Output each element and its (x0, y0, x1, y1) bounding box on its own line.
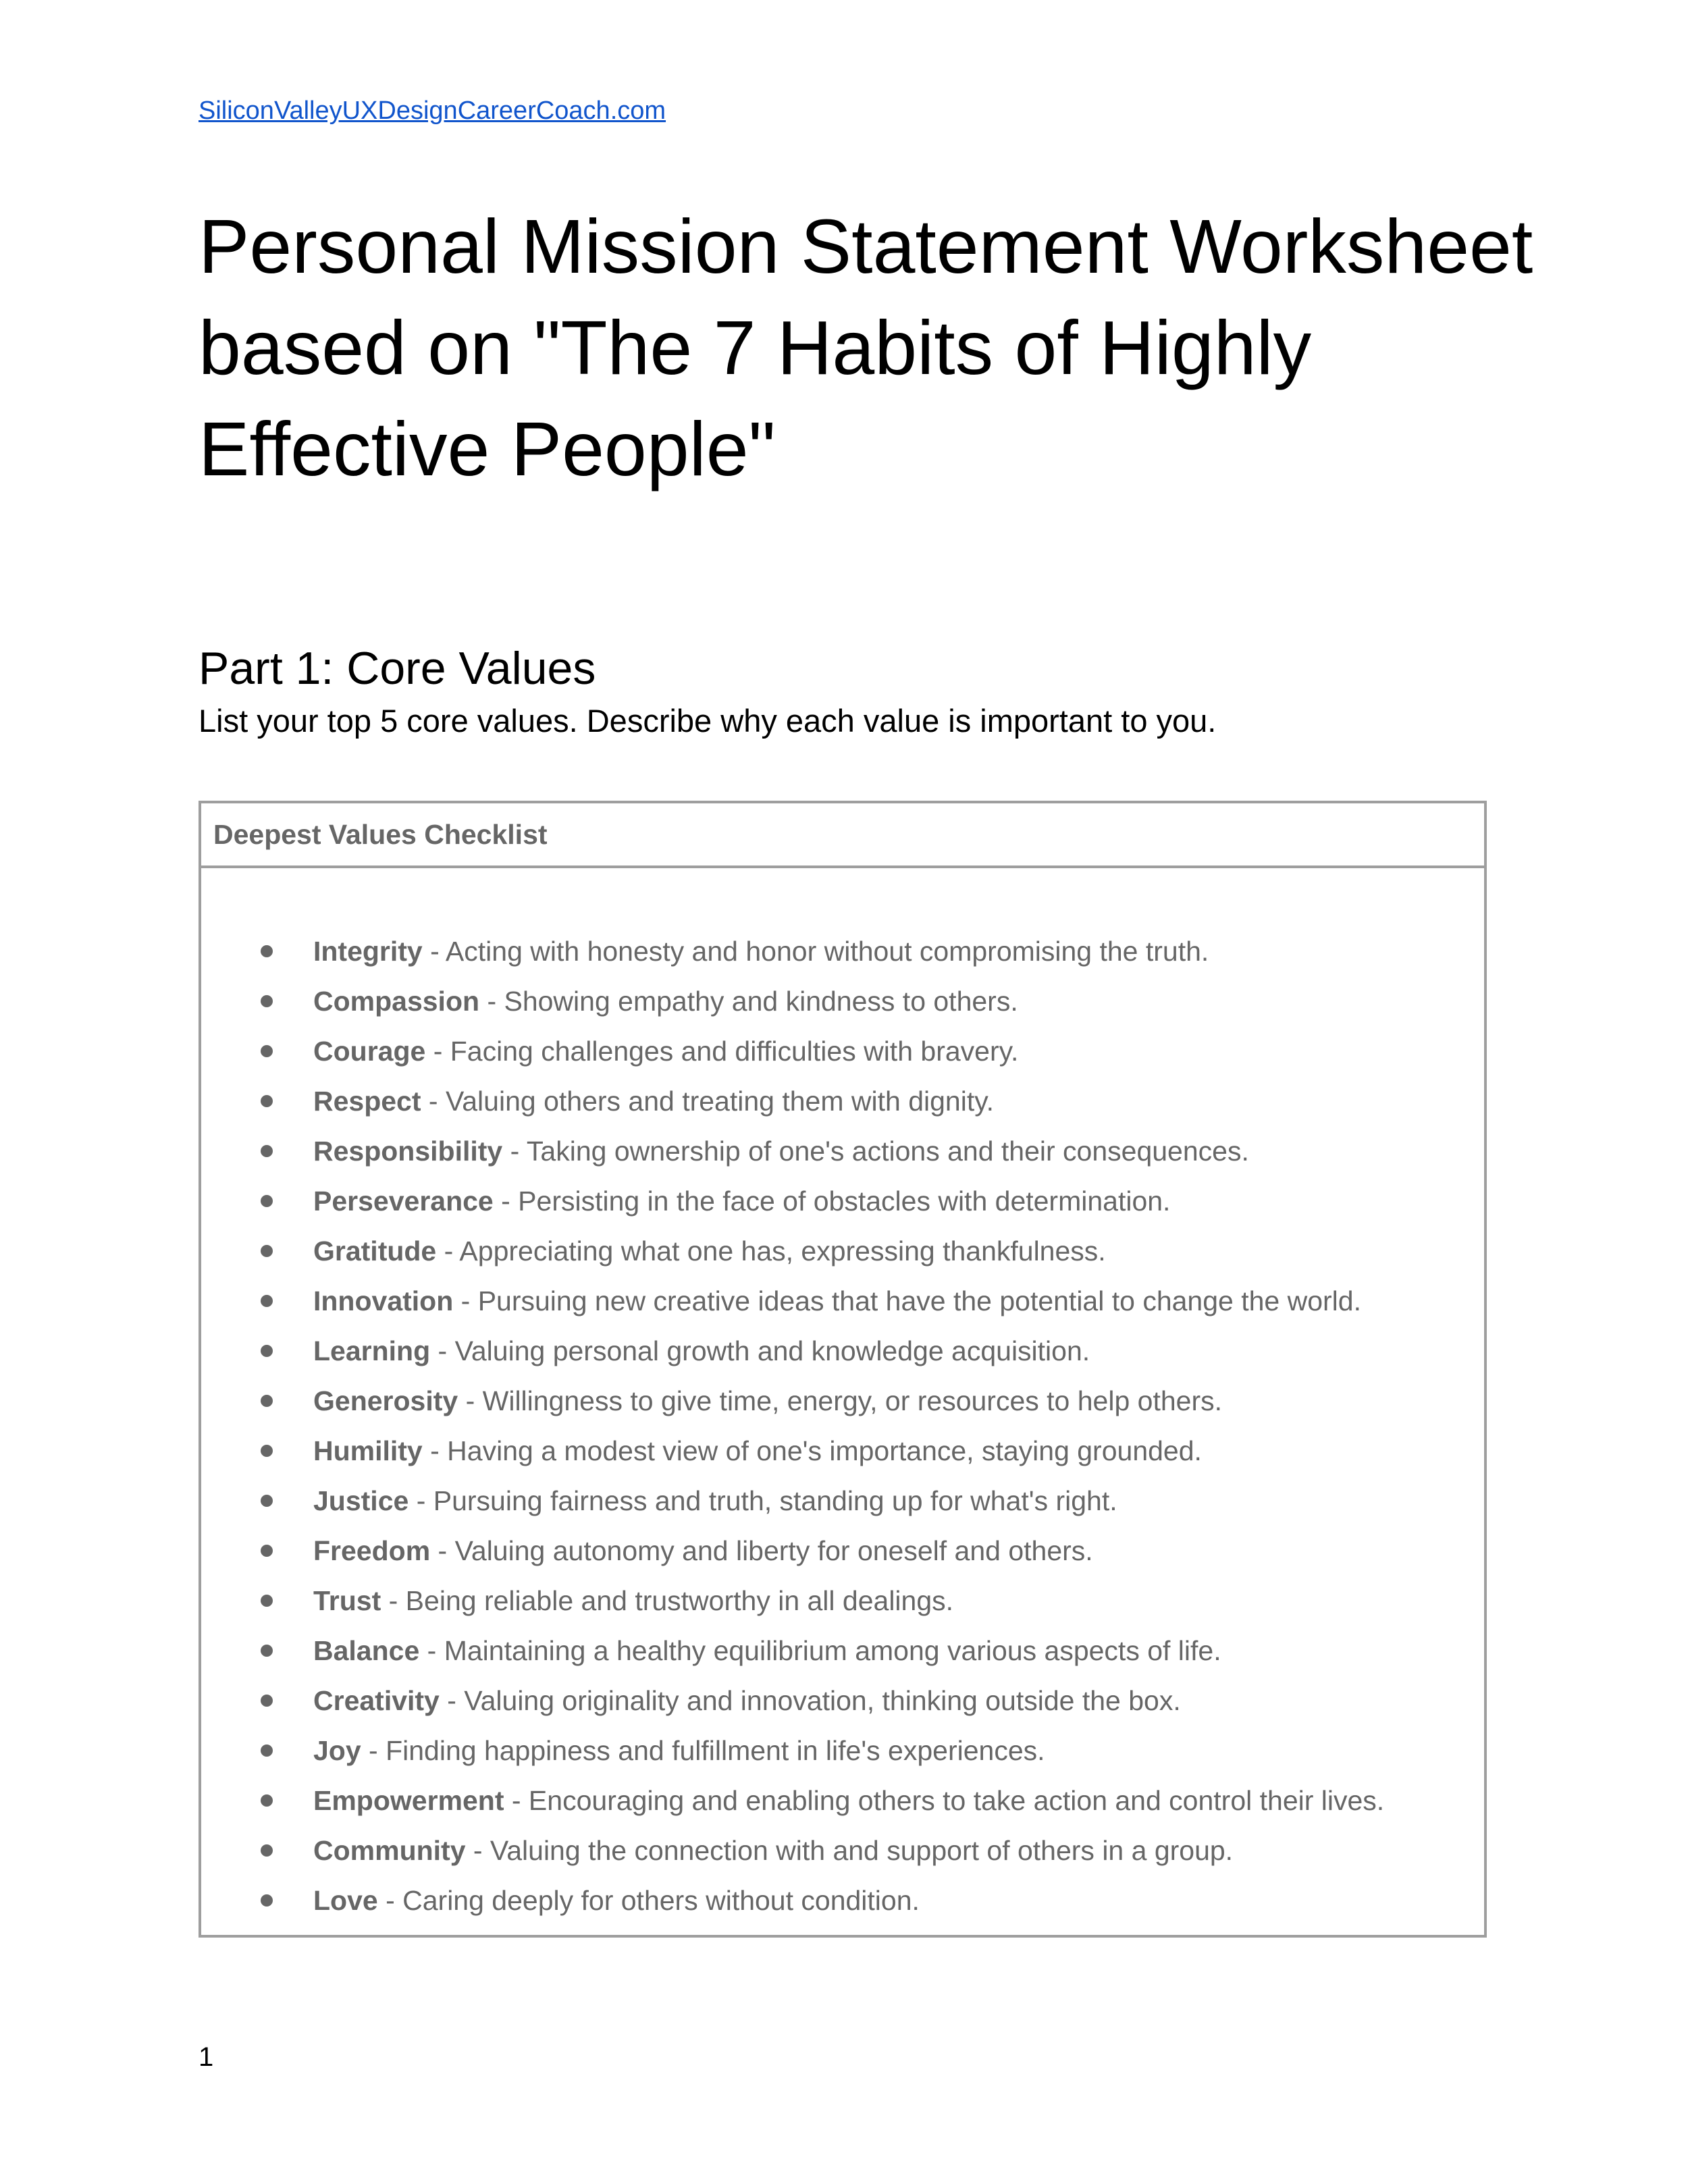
list-item-text (313, 1485, 1117, 1517)
checklist-title: Deepest Values Checklist (213, 818, 548, 850)
bullet-icon (261, 1695, 273, 1707)
list-item-text (313, 1235, 1106, 1267)
value-description: - Valuing personal growth and knowledge acquisition. (430, 1335, 1090, 1366)
list-item (201, 1126, 1484, 1176)
bullet-icon (261, 1645, 273, 1657)
value-description: - Having a modest view of one's importance, staying grounded. (422, 1435, 1202, 1466)
value-name: Balance (313, 1634, 420, 1666)
list-item (201, 1526, 1484, 1576)
list-item (201, 1726, 1484, 1776)
list-item (201, 1826, 1484, 1875)
bullet-icon (261, 1095, 273, 1107)
value-description: - Finding happiness and fulfillment in life's experiences. (361, 1734, 1045, 1766)
value-name: Integrity (313, 935, 423, 967)
bullet-icon (261, 1545, 273, 1557)
bullet-icon (261, 1195, 273, 1207)
value-name: Compassion (313, 985, 480, 1017)
bullet-icon (261, 1794, 273, 1807)
value-description: - Pursuing new creative ideas that have the potential to change the world. (453, 1285, 1361, 1316)
bullet-icon (261, 1495, 273, 1507)
value-name: Humility (313, 1435, 423, 1466)
value-name: Creativity (313, 1684, 440, 1716)
list-item-text (313, 1385, 1222, 1417)
value-description: - Facing challenges and difficulties with bravery. (425, 1035, 1019, 1067)
document-title: Personal Mission Statement Worksheet based on "The 7 Habits of Highly Effective People" (199, 204, 1533, 491)
bullet-icon (261, 1894, 273, 1907)
value-description: - Maintaining a healthy equilibrium among various aspects of life. (419, 1634, 1221, 1666)
bullet-icon (261, 1844, 273, 1857)
value-name: Courage (313, 1035, 426, 1067)
value-name: Perseverance (313, 1185, 494, 1217)
list-item (201, 1026, 1484, 1076)
value-description: - Caring deeply for others without condition. (377, 1884, 920, 1916)
bullet-icon (261, 1045, 273, 1057)
value-name: Learning (313, 1335, 431, 1366)
list-item (201, 1576, 1484, 1626)
value-description: - Taking ownership of one's actions and their consequences. (502, 1135, 1249, 1167)
list-item (201, 1376, 1484, 1426)
value-description: - Encouraging and enabling others to take action and control their lives. (504, 1784, 1385, 1816)
value-name: Respect (313, 1085, 421, 1117)
list-item-text (313, 1335, 1090, 1367)
list-item-text (313, 1535, 1093, 1567)
list-item (201, 1626, 1484, 1676)
bullet-icon (261, 1345, 273, 1357)
value-name: Freedom (313, 1535, 431, 1566)
list-item (201, 1276, 1484, 1326)
value-description: - Willingness to give time, energy, or resources to help others. (458, 1385, 1222, 1416)
bullet-icon (261, 1295, 273, 1307)
values-checklist-table (199, 801, 1487, 1938)
value-name: Love (313, 1884, 378, 1916)
list-item (201, 1176, 1484, 1226)
list-item-text (313, 1635, 1221, 1667)
value-description: - Valuing autonomy and liberty for oneself and others. (430, 1535, 1093, 1566)
value-name: Generosity (313, 1385, 458, 1416)
list-item-text (313, 1186, 1170, 1217)
bullet-icon (261, 1445, 273, 1457)
list-item-text (313, 1136, 1249, 1167)
value-name: Joy (313, 1734, 361, 1766)
value-description: - Appreciating what one has, expressing thankfulness. (436, 1235, 1106, 1267)
list-item (201, 1476, 1484, 1526)
list-item-text (313, 986, 1018, 1017)
list-item (201, 976, 1484, 1026)
bullet-icon (261, 1145, 273, 1157)
list-item (201, 1326, 1484, 1376)
list-item-text (313, 1785, 1384, 1817)
value-description: - Valuing the connection with and support of others in a group. (465, 1834, 1234, 1866)
list-item-text (313, 1835, 1233, 1867)
value-description: - Valuing originality and innovation, thinking outside the box. (439, 1684, 1181, 1716)
list-item-text (313, 1435, 1202, 1467)
list-item (201, 926, 1484, 976)
value-name: Justice (313, 1485, 409, 1516)
value-name: Community (313, 1834, 466, 1866)
page-number: 1 (199, 2042, 214, 2072)
bullet-icon (261, 1595, 273, 1607)
part1-instructions: List your top 5 core values. Describe why each value is important to you. (199, 703, 1217, 739)
value-description: - Acting with honesty and honor without compromising the truth. (422, 935, 1209, 967)
bullet-icon (261, 995, 273, 1007)
site-link[interactable]: SiliconValleyUXDesignCareerCoach.com (199, 97, 666, 125)
value-name: Trust (313, 1584, 381, 1616)
list-item-text (313, 1086, 994, 1117)
list-item-text (313, 1685, 1181, 1717)
bullet-icon (261, 1245, 273, 1257)
list-item (201, 1676, 1484, 1726)
bullet-icon (261, 1744, 273, 1757)
list-item-text (313, 1735, 1045, 1767)
list-item-text (313, 1585, 953, 1617)
value-description: - Persisting in the face of obstacles with determination. (493, 1185, 1171, 1217)
list-item (201, 1226, 1484, 1276)
value-description: - Showing empathy and kindness to others. (479, 985, 1018, 1017)
list-item-text (313, 1885, 920, 1917)
bullet-icon (261, 1395, 273, 1407)
part1-heading: Part 1: Core Values (199, 643, 596, 694)
bullet-icon (261, 945, 273, 957)
value-description: - Being reliable and trustworthy in all dealings. (381, 1584, 954, 1616)
list-item (201, 1426, 1484, 1476)
list-item-text (313, 936, 1209, 967)
list-item-text (313, 1036, 1018, 1067)
list-item (201, 1875, 1484, 1925)
value-name: Responsibility (313, 1135, 503, 1167)
checklist-header (201, 803, 1484, 868)
value-name: Gratitude (313, 1235, 437, 1267)
value-description: - Valuing others and treating them with dignity. (421, 1085, 995, 1117)
list-item (201, 1776, 1484, 1826)
value-description: - Pursuing fairness and truth, standing up for what's right. (408, 1485, 1117, 1516)
list-item (201, 1076, 1484, 1126)
value-name: Empowerment (313, 1784, 504, 1816)
value-name: Innovation (313, 1285, 454, 1316)
values-list (201, 926, 1484, 1925)
list-item-text (313, 1285, 1361, 1317)
